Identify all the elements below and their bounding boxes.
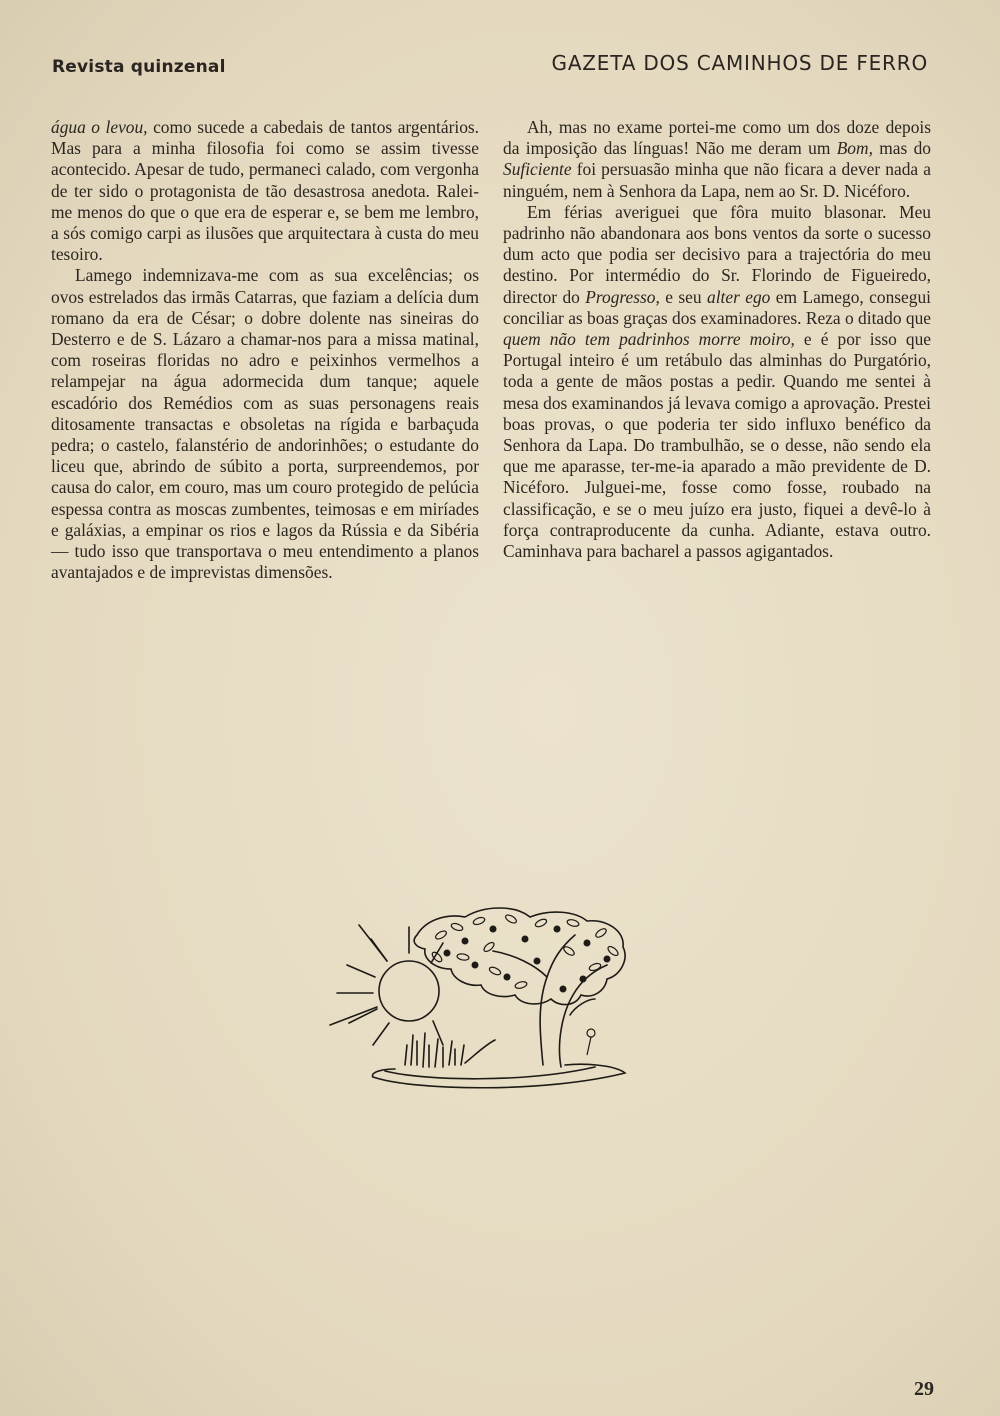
italic-phrase: Bom,: [836, 138, 873, 159]
text-run: Em férias averiguei que fôra muito blasonar. Meu padrinho não abandonara aos bons ventos da sorte o sucesso dum acto que podia ser decisivo para a trajectória do meu destino. Por intermédio do Sr. Florindo de Figueiredo, director do: [503, 201, 931, 307]
page-number: 29: [914, 1378, 934, 1400]
text-run: e é por isso que Portugal inteiro é um retábulo das alminhas do Purgatório, toda a gente de mãos postas a pedir. Quando me sentei à mesa dos examinandos já levava comigo a aprovação. Prestei boas provas, o que poderia ter sido influxo benéfico da Senhora da Lapa. Do trambulhão, se o desse, não sendo ela que me aparasse, ter-me-ia aparado a mão previdente de D. Nicéforo. Julguei-me, fosse como fosse, roubado na classificação, e se o meu juízo era justo, fiquei a devê-lo à força contraproducente da cunha. Adiante, estava outro. Caminhava para bacharel a passos agigantados.: [503, 329, 931, 562]
paragraph: [503, 202, 931, 562]
text-run: Ah, mas no exame portei-me como um dos doze depois da imposição das línguas! Não me deram um: [503, 117, 931, 159]
header-magazine-frequency: Revista quinzenal: [52, 57, 226, 77]
text-run: e seu: [659, 286, 707, 307]
sun-and-tree-icon: [325, 895, 630, 1095]
text-run: como sucede a cabedais de tantos argentários. Mas para a minha filosofia foi como se assim tivesse acontecido. Apesar de tudo, permaneci calado, com vergonha de ter sido o protagonista de tão desastrosa anedota. Ralei-me menos do que o que era de esperar e, se bem me lembro, a sós comigo carpi as ilusões que arquitectara à custa do meu tesoiro.: [51, 117, 479, 265]
right-text-column: [503, 117, 931, 562]
italic-phrase: água o levou,: [51, 117, 148, 137]
paragraph: [503, 117, 931, 202]
paragraph: Lamego indemnizava-me com as sua excelências; os ovos estrelados das irmãs Catarras, que faziam a delícia dum romano da era de César; o dobre dolente nas sineiras do Desterro e de S. Lázaro a chamar-nos para a missa matinal, com roseiras floridas no adro e peixinhos vermelhos a relampejar na água adormecida dum tanque; aquele escadório dos Remédios com as suas personagens reais ditosamente transactas e obsoletas na rígida e barbaçuda pedra; o castelo, falanstério de andorinhões; o estudante do liceu que, abrindo de súbito a porta, surpreendemos, por causa do calor, em couro, mas um couro protegido de pelúcia espessa contra as moscas zumbentes, teimosas e em miríades e galáxias, a empinar os rios e lagos da Rússia e da Sibéria — tudo isso que transportava o meu entendimento a planos avantajados e de imprevistas dimensões.: [51, 265, 479, 583]
header-magazine-title: GAZETA DOS CAMINHOS DE FERRO: [551, 51, 928, 75]
italic-phrase: quem não tem padrinhos morre moiro,: [503, 329, 795, 350]
italic-phrase: alter ego: [707, 286, 771, 307]
paragraph: [51, 117, 479, 265]
left-text-column: [51, 117, 479, 583]
italic-phrase: Suficiente: [503, 159, 572, 180]
text-run: foi persuasão minha que não ficara a dever nada a ninguém, nem à Senhora da Lapa, nem ao Sr. D. Nicéforo.: [503, 159, 931, 201]
text-run: em Lamego, consegui conciliar as boas graças dos examinadores. Reza o ditado que: [503, 286, 931, 328]
text-run: mas do: [872, 138, 931, 159]
italic-phrase: Progresso,: [585, 286, 660, 307]
